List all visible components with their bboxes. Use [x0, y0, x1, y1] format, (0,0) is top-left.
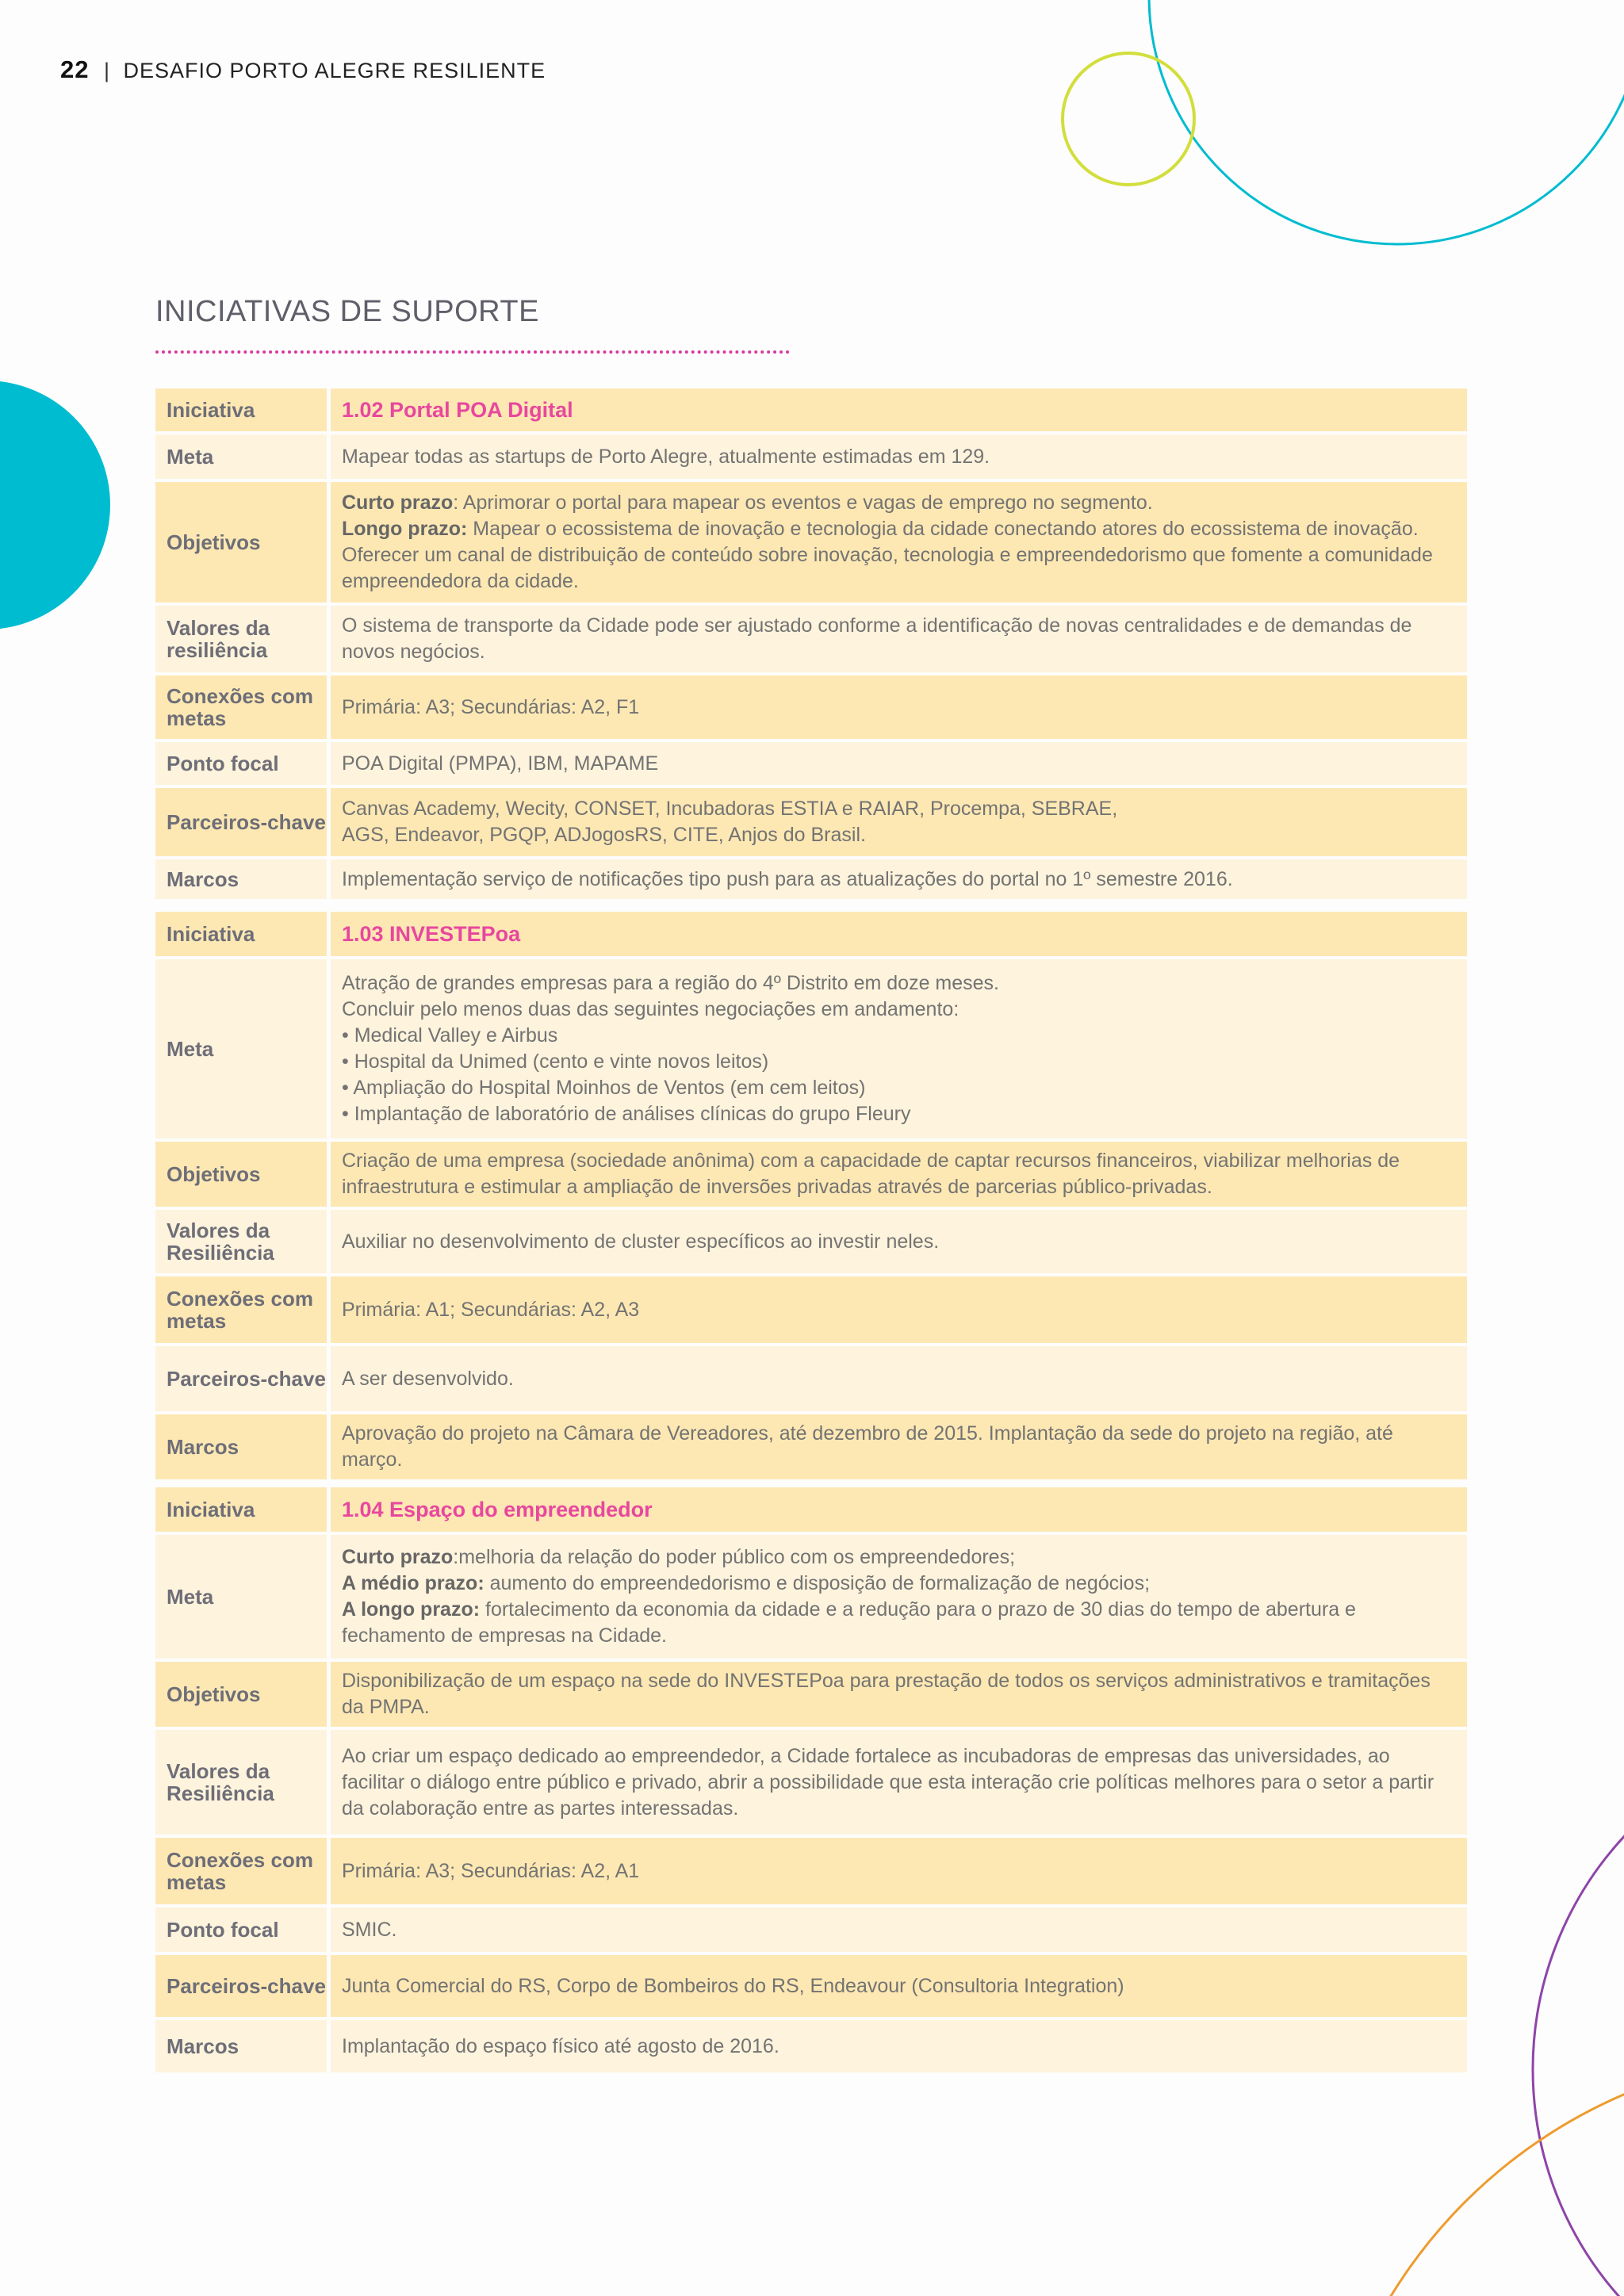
parceiros-value — [331, 788, 1467, 856]
table-row — [155, 1908, 1467, 1955]
parceiros-line: AGS, Endeavor, PGQP, ADJogosRS, CITE, Anjos do Brasil. — [342, 824, 866, 846]
row-label: Iniciativa — [155, 1487, 331, 1532]
ponto-focal-value: POA Digital (PMPA), IBM, MAPAME — [331, 742, 1467, 785]
page-header — [60, 55, 546, 84]
initiative-table-1-04 — [155, 1487, 1467, 2072]
objetivos-value: Criação de uma empresa (sociedade anônima) com a capacidade de captar recursos financeiros, viabilizar melhorias de infraestrutura e estimular a ampliação de inversões privadas através de parcerias público-privadas. — [331, 1142, 1467, 1207]
row-label: Iniciativa — [155, 912, 331, 956]
teal-ring-decoration — [1149, 0, 1624, 244]
table-row — [155, 388, 1467, 434]
table-row — [155, 606, 1467, 675]
marcos-value: Implantação do espaço físico até agosto de 2016. — [331, 2020, 1467, 2072]
meta-bullet: • Ampliação do Hospital Moinhos de Ventos (em cem leitos) — [342, 1077, 866, 1099]
table-row — [155, 1487, 1467, 1535]
table-row — [155, 1955, 1467, 2020]
table-row — [155, 959, 1467, 1142]
table-row — [155, 742, 1467, 788]
table-row — [155, 1535, 1467, 1662]
table-row — [155, 1662, 1467, 1730]
table-row — [155, 1346, 1467, 1414]
purple-ring-decoration — [1533, 1727, 1624, 2296]
row-label: Ponto focal — [155, 1908, 331, 1952]
row-label: Parceiros-chave — [155, 1955, 331, 2017]
meta-long-text: fortalecimento da economia da cidade e a redução para o prazo de 30 dias do tempo de abertura e fechamento de empresas na Cidade. — [342, 1598, 1356, 1647]
lime-ring-decoration — [1063, 53, 1194, 185]
section-title: INICIATIVAS DE SUPORTE — [155, 295, 539, 328]
meta-medium-text: aumento do empreendedorismo e disposição de formalização de negócios; — [484, 1572, 1151, 1594]
initiative-table-1-02 — [155, 388, 1467, 899]
row-label: Iniciativa — [155, 388, 331, 431]
objetivos-short-label: Curto prazo — [342, 492, 454, 514]
table-row — [155, 1276, 1467, 1346]
header-separator: | — [104, 59, 111, 82]
row-label: Marcos — [155, 1414, 331, 1479]
table-row — [155, 675, 1467, 742]
initiative-title: 1.03 INVESTEPoa — [331, 912, 1467, 956]
document-title: DESAFIO PORTO ALEGRE RESILIENTE — [123, 59, 546, 82]
meta-short-label: Curto prazo — [342, 1546, 454, 1568]
table-row — [155, 2020, 1467, 2072]
marcos-value: Implementação serviço de notificações tipo push para as atualizações do portal no 1º semestre 2016. — [331, 859, 1467, 899]
meta-short-text: :melhoria da relação do poder público com os empreendedores; — [453, 1546, 1016, 1568]
page-number: 22 — [60, 55, 90, 83]
row-label: Parceiros-chave — [155, 1346, 331, 1411]
meta-bullet: • Hospital da Unimed (cento e vinte novos leitos) — [342, 1050, 769, 1073]
parceiros-value: A ser desenvolvido. — [331, 1346, 1467, 1411]
valores-value: Auxiliar no desenvolvimento de cluster específicos ao investir neles. — [331, 1210, 1467, 1273]
meta-value: Mapear todas as startups de Porto Alegre, atualmente estimadas em 129. — [331, 434, 1467, 479]
objetivos-long-label: Longo prazo: — [342, 518, 468, 540]
table-row — [155, 1210, 1467, 1276]
meta-bullet: • Implantação de laboratório de análises clínicas do grupo Fleury — [342, 1103, 911, 1125]
meta-value — [331, 1535, 1467, 1659]
initiative-title: 1.02 Portal POA Digital — [331, 388, 1467, 431]
initiative-title: 1.04 Espaço do empreendedor — [331, 1487, 1467, 1532]
ponto-focal-value: SMIC. — [331, 1908, 1467, 1952]
table-row — [155, 482, 1467, 606]
row-label: Ponto focal — [155, 742, 331, 785]
table-row — [155, 1838, 1467, 1908]
table-row — [155, 1730, 1467, 1838]
objetivos-short-text: : Aprimorar o portal para mapear os eventos e vagas de emprego no segmento. — [453, 492, 1153, 514]
objetivos-value: Disponibilização de um espaço na sede do INVESTEPoa para prestação de todos os serviços administrativos e tramitações da PMPA. — [331, 1662, 1467, 1727]
row-label: Marcos — [155, 2020, 331, 2072]
table-row — [155, 1142, 1467, 1210]
row-label: Valores da Resiliência — [155, 1730, 331, 1835]
row-label: Parceiros-chave — [155, 788, 331, 856]
row-label: Meta — [155, 434, 331, 479]
conexoes-value: Primária: A3; Secundárias: A2, A1 — [331, 1838, 1467, 1904]
valores-value: O sistema de transporte da Cidade pode ser ajustado conforme a identificação de novas centralidades e de demandas de novos negócios. — [331, 606, 1467, 672]
meta-bullet: • Medical Valley e Airbus — [342, 1024, 558, 1047]
conexoes-value: Primária: A1; Secundárias: A2, A3 — [331, 1276, 1467, 1343]
objetivos-long-text: Mapear o ecossistema de inovação e tecnologia da cidade conectando atores do ecossistema de inovação. Oferecer um canal de distribuição de conteúdo sobre inovação, tecnologia e empreendedorismo que fomente a comunidade empreendedora da cidade. — [342, 518, 1433, 592]
objetivos-value — [331, 482, 1467, 603]
table-row — [155, 788, 1467, 859]
dotted-title-rule — [155, 350, 790, 354]
row-label: Objetivos — [155, 482, 331, 603]
initiative-table-1-03 — [155, 912, 1467, 1479]
conexoes-value: Primária: A3; Secundárias: A2, F1 — [331, 675, 1467, 739]
teal-disc-decoration — [0, 381, 110, 629]
row-label: Valores da resiliência — [155, 606, 331, 672]
row-label: Marcos — [155, 859, 331, 899]
parceiros-value: Junta Comercial do RS, Corpo de Bombeiros do RS, Endeavour (Consultoria Integration) — [331, 1955, 1467, 2017]
meta-long-label: A longo prazo: — [342, 1598, 481, 1621]
orange-ring-decoration — [1316, 2053, 1624, 2296]
row-label: Conexões com metas — [155, 1838, 331, 1904]
table-row — [155, 859, 1467, 899]
row-label: Conexões com metas — [155, 1276, 331, 1343]
meta-line: Concluir pelo menos duas das seguintes negociações em andamento: — [342, 998, 959, 1020]
valores-value: Ao criar um espaço dedicado ao empreendedor, a Cidade fortalece as incubadoras de empresas das universidades, ao facilitar o diálogo entre público e privado, abrir a possibilidade que esta interação crie políticas melhores para o setor a partir da colaboração entre as partes interessadas. — [331, 1730, 1467, 1835]
row-label: Conexões com metas — [155, 675, 331, 739]
meta-value — [331, 959, 1467, 1138]
marcos-value: Aprovação do projeto na Câmara de Vereadores, até dezembro de 2015. Implantação da sede do projeto na região, até março. — [331, 1414, 1467, 1479]
row-label: Objetivos — [155, 1142, 331, 1207]
row-label: Meta — [155, 1535, 331, 1659]
meta-line: Atração de grandes empresas para a região do 4º Distrito em doze meses. — [342, 972, 1000, 994]
table-row — [155, 1414, 1467, 1479]
row-label: Objetivos — [155, 1662, 331, 1727]
parceiros-line: Canvas Academy, Wecity, CONSET, Incubadoras ESTIA e RAIAR, Procempa, SEBRAE, — [342, 798, 1118, 820]
table-row — [155, 912, 1467, 959]
row-label: Valores da Resiliência — [155, 1210, 331, 1273]
table-row — [155, 434, 1467, 482]
meta-medium-label: A médio prazo: — [342, 1572, 485, 1594]
row-label: Meta — [155, 959, 331, 1138]
